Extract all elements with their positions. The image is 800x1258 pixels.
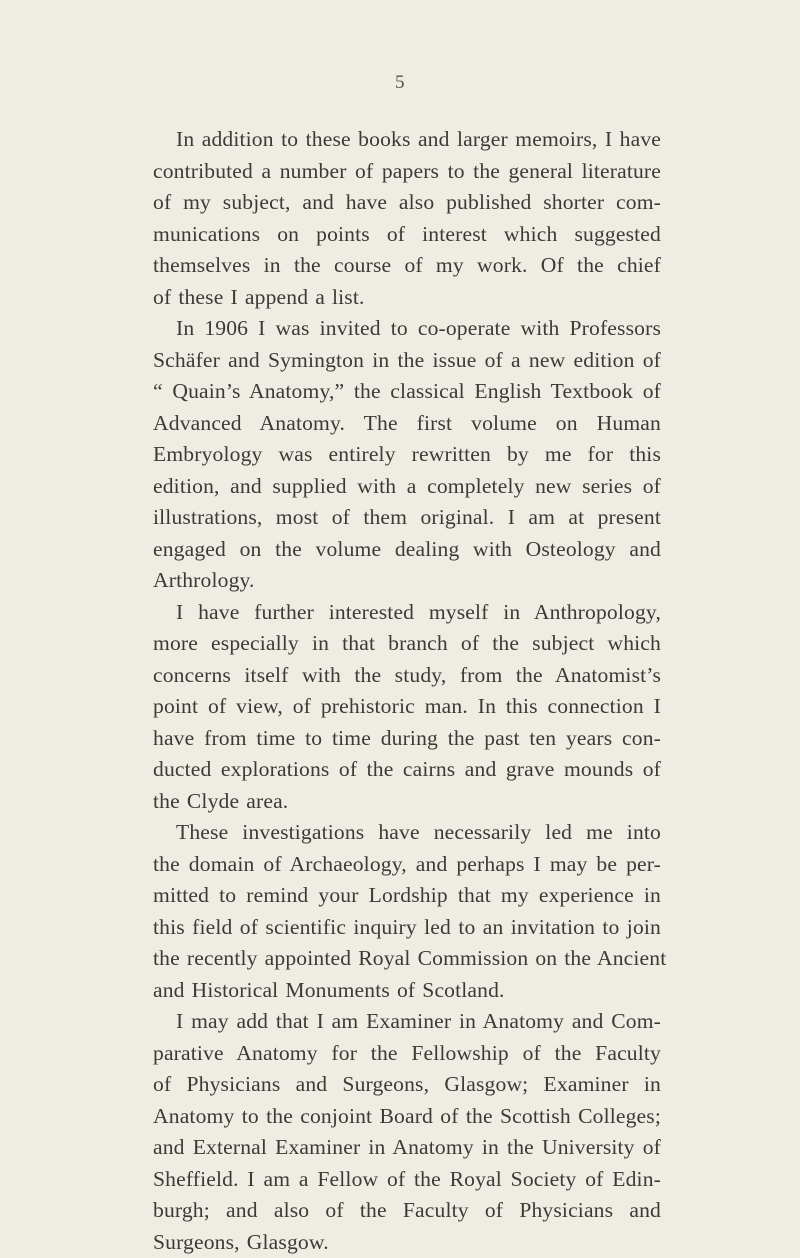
text-line: parative Anatomy for the Fellowship of the Faculty (153, 1038, 661, 1070)
text-line: “ Quain’s Anatomy,” the classical English Textbook of (153, 376, 661, 408)
text-line: the Clyde area. (153, 786, 661, 818)
page-number: 5 (0, 72, 800, 94)
text-line: this field of scientific inquiry led to an invitation to join (153, 912, 661, 944)
text-line: Arthrology. (153, 565, 661, 597)
text-line: concerns itself with the study, from the Anatomist’s (153, 660, 661, 692)
text-line: themselves in the course of my work. Of the chief (153, 250, 661, 282)
text-line: I may add that I am Examiner in Anatomy and Com- (153, 1006, 661, 1038)
text-line: ducted explorations of the cairns and grave mounds of (153, 754, 661, 786)
text-line: munications on points of interest which suggested (153, 219, 661, 251)
paragraph-anthropology (153, 597, 661, 818)
text-line: engaged on the volume dealing with Osteology and (153, 534, 661, 566)
text-line: point of view, of prehistoric man. In this connection I (153, 691, 661, 723)
text-line: of these I append a list. (153, 282, 661, 314)
paragraph-archaeology (153, 817, 661, 1006)
text-line: and Historical Monuments of Scotland. (153, 975, 661, 1007)
text-line: In addition to these books and larger memoirs, I have (153, 124, 661, 156)
text-line: Embryology was entirely rewritten by me for this (153, 439, 661, 471)
text-line: Sheffield. I am a Fellow of the Royal Society of Edin- (153, 1164, 661, 1196)
text-line: In 1906 I was invited to co-operate with Professors (153, 313, 661, 345)
paragraph-quains-anatomy (153, 313, 661, 597)
text-line: of Physicians and Surgeons, Glasgow; Examiner in (153, 1069, 661, 1101)
body-text (153, 124, 661, 1258)
text-line: burgh; and also of the Faculty of Physicians and (153, 1195, 661, 1227)
text-line: have from time to time during the past ten years con- (153, 723, 661, 755)
text-line: more especially in that branch of the subject which (153, 628, 661, 660)
text-line: the domain of Archaeology, and perhaps I may be per- (153, 849, 661, 881)
text-line: I have further interested myself in Anthropology, (153, 597, 661, 629)
text-line: Advanced Anatomy. The first volume on Human (153, 408, 661, 440)
paragraph-contributions (153, 124, 661, 313)
text-line: and External Examiner in Anatomy in the University of (153, 1132, 661, 1164)
text-line: of my subject, and have also published shorter com- (153, 187, 661, 219)
text-line: Schäfer and Symington in the issue of a new edition of (153, 345, 661, 377)
text-line: contributed a number of papers to the general literature (153, 156, 661, 188)
text-line: These investigations have necessarily led me into (153, 817, 661, 849)
text-line: Anatomy to the conjoint Board of the Scottish Colleges; (153, 1101, 661, 1133)
text-line: edition, and supplied with a completely new series of (153, 471, 661, 503)
text-line: mitted to remind your Lordship that my experience in (153, 880, 661, 912)
text-line: Surgeons, Glasgow. (153, 1227, 661, 1258)
paragraph-examiner-fellowships (153, 1006, 661, 1258)
text-line: illustrations, most of them original. I am at present (153, 502, 661, 534)
text-line: the recently appointed Royal Commission on the Ancient (153, 943, 661, 975)
